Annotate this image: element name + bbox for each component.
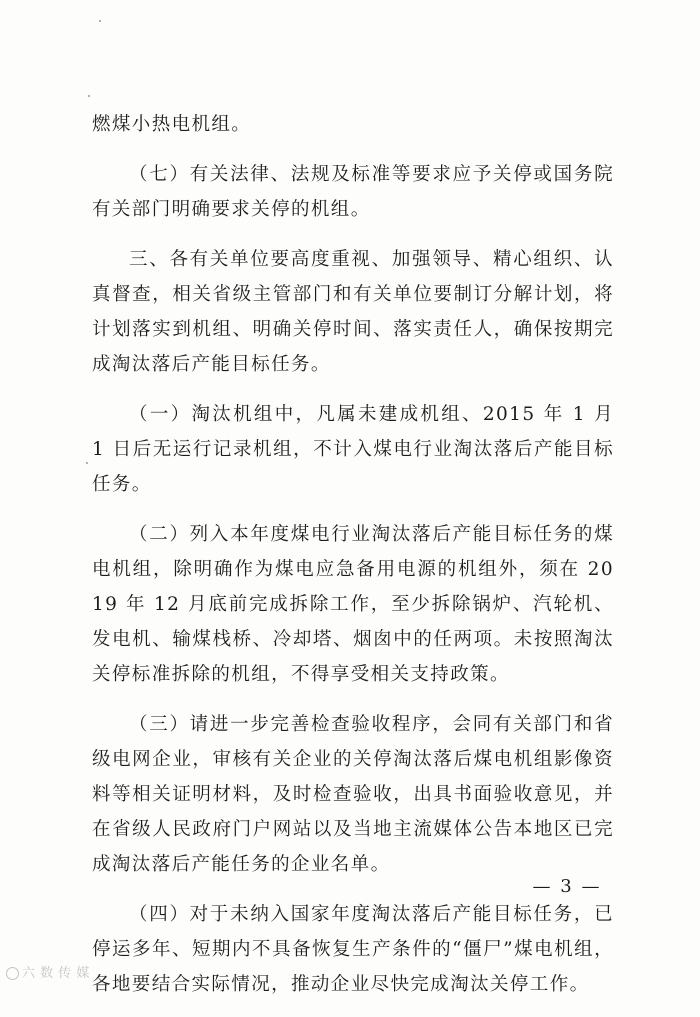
watermark-logo-icon (6, 967, 19, 980)
page-number: — 3 — (532, 876, 602, 897)
scan-speck (99, 20, 101, 22)
watermark-text: 六 数 传 媒 (22, 966, 90, 981)
paragraph-sub-4: （四）对于未纳入国家年度淘汰落后产能目标任务，已停运多年、短期内不具备恢复生产条件的“僵尸”煤电机组，各地要结合实际情况，推动企业尽快完成淘汰关停工作。 (92, 904, 614, 995)
paragraph-sub-3: （三）请进一步完善检查验收程序，会同有关部门和省级电网企业，审核有关企业的关停淘汰落后煤电机组影像资料等相关证明材料，及时检查验收，出具书面验收意见，并在省级人民政府门户网站以及当地主流媒体公告本地区已完成淘汰落后产能任务的企业名单。 (92, 714, 614, 875)
paragraph-section-3: 三、各有关单位要高度重视、加强领导、精心组织、认真督查，相关省级主管部门和有关单位要制订分解计划，将计划落实到机组、明确关停时间、落实责任人，确保按期完成淘汰落后产能目标任务。 (92, 249, 614, 375)
scan-speck (86, 462, 88, 464)
paragraph-continuation: 燃煤小热电机组。 (92, 114, 252, 135)
paragraph-sub-2: （二）列入本年度煤电行业淘汰落后产能目标任务的煤电机组，除明确作为煤电应急备用电源的机组外，须在 2019 年 12 月底前完成拆除工作，至少拆除锅炉、汽轮机、发电机、输煤栈桥、冷却塔、烟囱中的任两项。未按照淘汰关停标准拆除的机组，不得享受相关支持政策。 (92, 524, 614, 685)
paragraph-sub-1: （一）淘汰机组中，凡属未建成机组、2015 年 1 月 1 日后无运行记录机组，不计入煤电行业淘汰落后产能目标任务。 (92, 404, 614, 495)
watermark (6, 962, 90, 981)
scan-speck (88, 95, 90, 97)
paragraph-item-7: （七）有关法律、法规及标准等要求应予关停或国务院有关部门明确要求关停的机组。 (92, 164, 614, 220)
